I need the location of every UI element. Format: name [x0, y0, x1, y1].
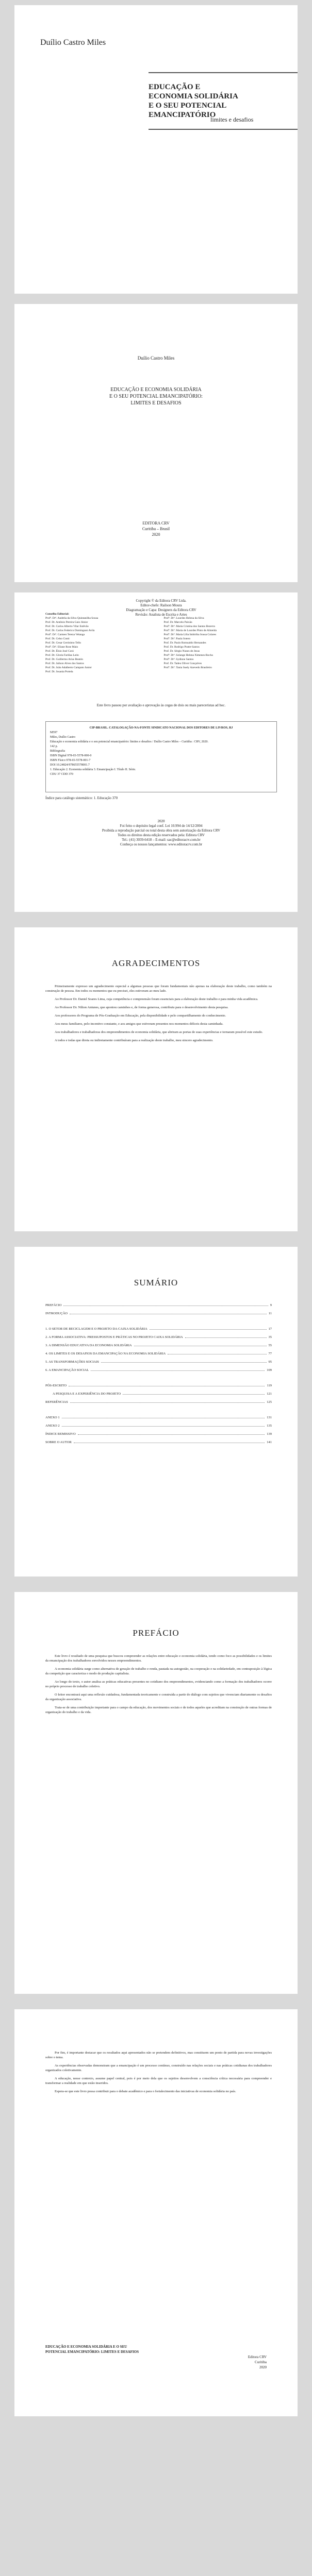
- paragraph: Aos meus familiares, pelo incentivo constante, e aos amigos que estiveram presentes nos momentos difíceis desta caminhada.: [55, 1022, 223, 1026]
- toc-entry-title: 3. A DIMENSÃO EDUCATIVA DA ECONOMIA SOLIDÁRIA: [45, 1344, 132, 1347]
- editorial-board-right: Profª. Drª. Lourdes Helena da Silva Prof. Dr. Marcelo Paixão Profª. Drª. Maria Cristina dos Santos Bezerra Profª. Drª. Maria de Lourdes Pinto de Almeida Profª. Drª. Maria Lília Imbiriba Sousa Colares Profª. Drª. Paula Sotero Prof. Dr. Paulo Romualdo Hernandes Prof. Dr. Rodrigo Pratte-Santos Prof. Dr. Sérgio Nunes de Jesus Profª. Drª. Solange Helena Ximenes-Rocha Profª. Drª. Sydione Santos Prof. Dr. Tadeu Oliver Gonçalves Profª. Drª. Tania Suely Azevedo Brasileiro: [163, 617, 217, 669]
- paragraph: Este livro é resultado de uma pesquisa que buscou compreender as relações entre educação e economia solidária, tendo como foco as possibilidades e os limites da emancipação dos trabalhadores envolvidos nesses empreendimentos.: [45, 1654, 272, 1663]
- toc-page-number: 55: [268, 1344, 272, 1347]
- toc-page-number: 109: [267, 1368, 272, 1372]
- title-page-publisher: EDITORA CRV Curitiba – Brasil 2020: [142, 521, 170, 537]
- toc-row[interactable]: [45, 1360, 272, 1364]
- title-page-author: Duílio Castro Miles: [137, 355, 175, 361]
- toc-page-number: 119: [267, 1384, 272, 1387]
- editorial-board-left: Conselho Editorial: Profª. Drª. Andréia da Silva Quintanilha Sousa Prof. Dr. Antônio Pereira Gaio Júnior Prof. Dr. Carlos Alberto Vilar Estêvão Prof. Dr. Carlos Federico Domínguez Avila Profª. Drª. Carmen Tereza Velanga Prof. Dr. Celso Conti Prof. Dr. Cesar Gerónimo Tello Profª. Drª. Eliane Rose Maio Prof. Dr. Élsio José Corá Prof. Dr. Gloria Fariñas León Prof. Dr. Guillermo Arias Beatón Prof. Dr. Jailson Alves dos Santos Prof. Dr. João Adalberto Campato Junior Prof. Dr. Josania Portela: [45, 613, 98, 673]
- cover-title: EDUCAÇÃO E ECONOMIA SOLIDÁRIA E O SEU POTENCIAL EMANCIPATÓRIO: [149, 83, 238, 119]
- peer-review-note: Este livro passou por avaliação e aprovação às cegas de dois ou mais pareceristas ad hoc.: [96, 703, 226, 707]
- toc-page-number: 9: [270, 1303, 272, 1307]
- paragraph: A educação, nesse contexto, assume papel central, pois é por meio dela que os sujeitos desenvolvem a consciência crítica necessária para compreender e transformar a realidade em que estão inseridos.: [45, 2077, 272, 2085]
- toc-entry-title: INTRODUÇÃO: [45, 1312, 68, 1315]
- toc-page-number: 125: [267, 1400, 272, 1404]
- paragraph: O leitor encontrará aqui uma reflexão cuidadosa, fundamentada teoricamente e construída a partir do diálogo com sujeitos que vivenciam diariamente os desafios da organização associativa.: [45, 1693, 272, 1701]
- toc-leader: [150, 1329, 267, 1330]
- toc-page-number: 95: [268, 1360, 272, 1364]
- title-page-title: EDUCAÇÃO E ECONOMIA SOLIDÁRIA E O SEU POTENCIAL EMANCIPATÓRIO: LIMITES E DESAFIOS: [109, 387, 203, 406]
- toc-row[interactable]: [45, 1392, 272, 1396]
- preface-page: [14, 1592, 298, 1994]
- acknowledgements-heading: AGRADECIMENTOS: [111, 958, 201, 968]
- cover-author: Duílio Castro Miles: [40, 38, 106, 47]
- paragraph: Aos trabalhadores e trabalhadoras dos empreendimentos de economia solidária, que abriram as portas de suas experiências e tornaram possível este estudo.: [55, 1030, 263, 1034]
- paragraph: A economia solidária surge como alternativa de geração de trabalho e renda, pautada na autogestão, na cooperação e na solidariedade, em contraposição à lógica da competição que caracteriza o modo de produção capitalista.: [45, 1667, 272, 1675]
- cover-subtitle: limites e desafios: [210, 116, 254, 123]
- toc-page-number: 11: [268, 1312, 272, 1315]
- paragraph: A todos e todas que direta ou indiretamente contribuíram para a realização deste trabalho, meu sincero agradecimento.: [55, 1039, 214, 1042]
- paragraph: Primeiramente expresso um agradecimento especial a algumas pessoas que foram fundamentais não apenas na elaboração deste trabalho, como também na construção de pessoa. Em todos os momentos que eu precisei, eles estiveram ao meu lado.: [45, 985, 272, 993]
- toc-entry-title: SOBRE O AUTOR: [45, 1440, 72, 1444]
- paragraph: Espera-se que este livro possa contribuir para o debate acadêmico e para o fortalecimento das iniciativas de economia solidária no país.: [55, 2090, 236, 2093]
- acknowledgements-page: [14, 927, 298, 1231]
- toc-row[interactable]: [45, 1312, 272, 1315]
- toc-page-number: 77: [268, 1352, 272, 1355]
- toc-entry-title: A PESQUISA E A EXPERIÊNCIA DO PROJETO: [53, 1392, 121, 1396]
- toc-entry-title: ANEXO 1: [45, 1416, 60, 1419]
- toc-entry-title: PREFÁCIO: [45, 1303, 62, 1307]
- toc-page-number: 121: [267, 1392, 272, 1396]
- catalog-credits: Copyright © da Editora CRV Ltda. Editor-chefe: Railson Moura Diagramação e Capa: Designers da Editora CRV Revisão: Analista de Escrita e Artes: [126, 599, 196, 617]
- toc-entry-title: 1. O SETOR DE RECICLAGEM E O PROJETO DA CAIXA SOLIDÁRIA: [45, 1327, 147, 1331]
- toc-entry-title: 5. AS TRANSFORMAÇÕES SOCIAIS: [45, 1360, 99, 1364]
- toc-gap: [45, 1377, 272, 1384]
- toc-entry-title: REFERÊNCIAS: [45, 1400, 68, 1404]
- cover-page: [14, 5, 298, 294]
- toc-row[interactable]: [45, 1335, 272, 1339]
- toc-page-number: 35: [268, 1335, 272, 1339]
- toc-entry-title: ANEXO 2: [45, 1424, 60, 1428]
- text-page: [14, 2009, 298, 2416]
- toc-row[interactable]: [45, 1384, 272, 1387]
- toc-leader: [185, 1337, 267, 1338]
- summary-page: [14, 1247, 298, 1577]
- editorial-board: [45, 612, 277, 674]
- cover-rule-top: [149, 72, 298, 73]
- toc-gap: [45, 1320, 272, 1327]
- rights-block: 2020 Foi feito o depósito legal conf. Lei 10.994 de 14/12/2004 Proibida a reprodução parcial ou total desta obra sem autorização da Editora CRV Todos os direitos desta edição reservados pela: Editora CRV Tel.: (41) 3039-6418 – E-mail: sac@editoracrv.com.br Conheça os nossos lançamentos: www.editoracrv.com.br: [102, 819, 221, 846]
- paragraph: Ao longo do texto, o autor analisa as práticas educativas presentes no cotidiano dos empreendimentos, evidenciando como a formação dos trabalhadores ocorre no próprio processo de trabalho coletivo.: [45, 1680, 272, 1688]
- toc-leader: [91, 1370, 265, 1371]
- toc-entry-title: 4. OS LIMITES E OS DESAFIOS DA EMANCIPAÇÃO NA ECONOMIA SOLIDÁRIA: [45, 1352, 166, 1355]
- toc-entry-title: PÓS-ESCRITO: [45, 1384, 67, 1387]
- paragraph: Por fim, é importante destacar que os resultados aqui apresentados não se pretendem definitivos, mas constituem um ponto de partida para novas investigações sobre o tema.: [45, 2051, 272, 2059]
- toc-leader: [62, 1426, 265, 1427]
- paragraph: Ao Professor Dr. Daniel Soares Lima, cuja competência e compreensão foram essenciais para a elaboração deste trabalho e para minha vida acadêmica.: [55, 997, 258, 1001]
- toc-row[interactable]: [45, 1344, 272, 1347]
- toc-entry-title: 2. A FORMA ASSOCIATIVA: PRESSUPOSTOS E PRÁTICAS NO PROJETO CAIXA SOLIDÁRIA: [45, 1335, 183, 1339]
- toc-leader: [101, 1362, 267, 1363]
- toc-row[interactable]: [45, 1440, 272, 1444]
- preface-text: [45, 1654, 272, 1718]
- catalog-page: [14, 592, 298, 912]
- index-note: Índice para catálogo sistemático: 1. Educação 370: [45, 796, 118, 800]
- toc-row[interactable]: [45, 1352, 272, 1355]
- toc-leader: [70, 1402, 265, 1403]
- cover-rule-bottom: [149, 129, 298, 130]
- toc-row[interactable]: [45, 1303, 272, 1307]
- toc-page-number: 17: [268, 1327, 272, 1331]
- toc-page-number: 139: [267, 1432, 272, 1436]
- preface-heading: PREFÁCIO: [133, 1628, 179, 1638]
- toc-row[interactable]: [45, 1327, 272, 1331]
- paragraph: As experiências observadas demonstram que a emancipação é um processo contínuo, construído nas relações sociais e nas práticas cotidianas dos trabalhadores organizados coletivamente.: [45, 2064, 272, 2072]
- toc-leader: [123, 1394, 265, 1395]
- body-text: [45, 2050, 272, 2097]
- cip-box: CIP-BRASIL. CATALOGAÇÃO-NA-FONTE SINDICATO NACIONAL DOS EDITORES DE LIVROS, RJ M597 Miles, Duílio Castro Educação e economia solidária e o seu potencial emancipatório: limites e desafios / Duílio Castro Miles – Curitiba : CRV, 2020. 142 p. Bibliografia ISBN Digital 978-65-5578-000-0 ISBN Físico 978-65-5578-001-7 DOI 10.24824/978655578001.7 1. Educação 2. Economia solidária 3. Emancipação I. Título II. Série. CDU 37 CDD 370: [45, 721, 277, 792]
- folio: Editora CRV Curitiba 2020: [248, 2355, 267, 2369]
- paragraph: Trata-se de uma contribuição importante para o campo da educação, dos movimentos sociais e de todos aqueles que acreditam na construção de outras formas de organização do trabalho e da vida.: [45, 1706, 272, 1714]
- acknowledgements-text: [45, 984, 272, 1046]
- toc-row[interactable]: [45, 1400, 272, 1404]
- toc-page-number: 141: [267, 1440, 272, 1444]
- title-page: [14, 304, 298, 582]
- toc-row[interactable]: [45, 1432, 272, 1436]
- toc-leader: [78, 1434, 265, 1435]
- toc-row[interactable]: [45, 1416, 272, 1419]
- toc-row[interactable]: [45, 1368, 272, 1372]
- paragraph: Ao Professor Dr. Nilton Antunes, que apontou caminhos e, de forma generosa, contribuiu para o desenvolvimento desta pesquisa.: [55, 1006, 228, 1009]
- toc-entry-title: 6. A EMANCIPAÇÃO SOCIAL: [45, 1368, 89, 1372]
- folio-title: EDUCAÇÃO E ECONOMIA SOLIDÁRIA E O SEU POTENCIAL EMANCIPATÓRIO: LIMITES E DESAFIOS: [45, 2345, 139, 2354]
- table-of-contents: [45, 1303, 272, 1449]
- toc-row[interactable]: [45, 1424, 272, 1428]
- toc-page-number: 135: [267, 1424, 272, 1428]
- paragraph: Aos professores do Programa de Pós-Graduação em Educação, pela disponibilidade e pelo compartilhamento do conhecimento.: [55, 1014, 226, 1018]
- toc-gap: [45, 1409, 272, 1416]
- toc-page-number: 131: [267, 1416, 272, 1419]
- summary-heading: SUMÁRIO: [134, 1278, 178, 1287]
- toc-entry-title: ÍNDICE REMISSIVO: [45, 1432, 76, 1436]
